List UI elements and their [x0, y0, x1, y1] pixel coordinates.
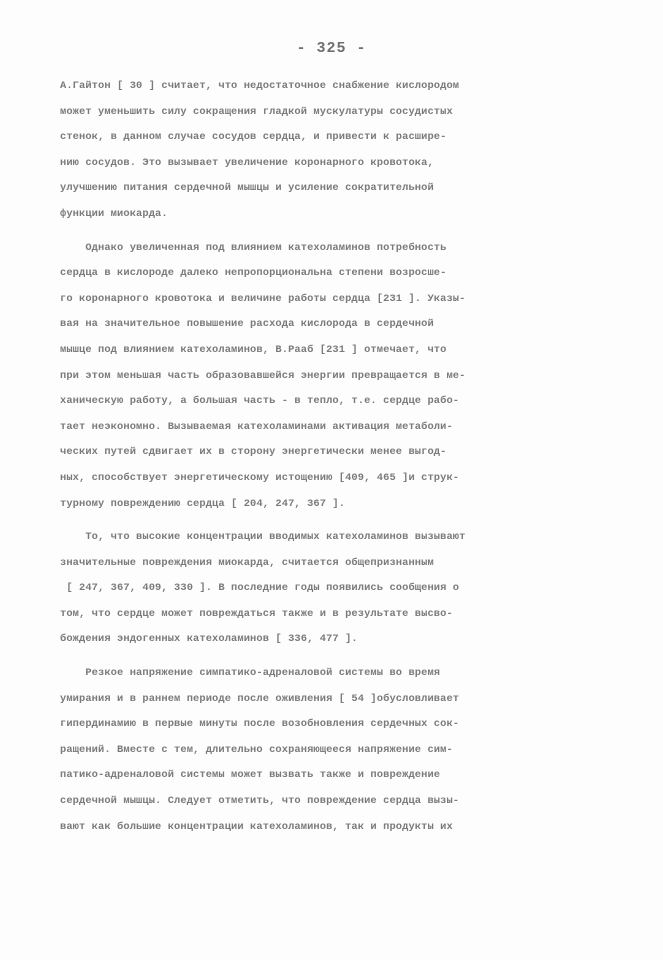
paragraph: [60, 661, 620, 840]
text-line: патико-адреналовой системы может вызвать также и повреждение: [60, 769, 441, 782]
text-line: вают как большие концентрации катехоламинов, так и продукты их: [60, 820, 453, 833]
text-line: том, что сердце может повреждаться также и в результате высво-: [60, 607, 453, 620]
text-line: умирания и в раннем периоде после оживления [ 54 ]обусловливает: [60, 692, 460, 705]
text-line: нию сосудов. Это вызывает увеличение коронарного кровотока,: [60, 156, 434, 169]
text-line: ческих путей сдвигает их в сторону энергетически менее выгод-: [60, 446, 447, 459]
text-line: А.Гайтон [ 30 ] считает, что недостаточное снабжение кислородом: [60, 80, 460, 92]
text-line: гипердинамию в первые минуты после возобновления сердечных сок-: [60, 718, 460, 731]
text-line: То, что высокие концентрации вводимых катехоламинов вызывают: [60, 531, 466, 544]
text-line: улучшению питания сердечной мышцы и усиление сократительной: [60, 182, 434, 195]
text-line: го коронарного кровотока и величине работы сердца [231 ]. Указы-: [60, 292, 466, 305]
text-line: сердца в кислороде далеко непропорциональна степени возросше-: [60, 267, 447, 280]
paragraph: [60, 525, 620, 653]
paragraph: [60, 74, 620, 228]
text-line: может уменьшить силу сокращения гладкой мускулатуры сосудистых: [60, 105, 453, 118]
text-line: вая на значительное повышение расхода кислорода в сердечной: [60, 318, 434, 331]
text-line: бождения эндогенных катехоламинов [ 336, 477 ].: [60, 633, 358, 646]
paragraph-gap: [60, 228, 620, 236]
body-text: [60, 74, 620, 840]
text-line: турному повреждению сердца [ 204, 247, 367 ].: [60, 497, 346, 510]
page-number: - 325 -: [296, 40, 367, 57]
text-line: функции миокарда.: [60, 207, 168, 220]
text-line: ращений. Вместе с тем, длительно сохраняющееся напряжение сим-: [60, 743, 453, 756]
text-line: тает неэкономно. Вызываемая катехоламинами активация метаболи-: [60, 420, 453, 433]
text-line: при этом меньшая часть образовавшейся энергии превращается в ме-: [60, 369, 466, 382]
text-line: Однако увеличенная под влиянием катехоламинов потребность: [60, 241, 447, 254]
text-line: сердечной мышцы. Следует отметить, что повреждение сердца вызы-: [60, 795, 460, 808]
text-line: ных, способствует энергетическому истощению [409, 465 ]и струк-: [60, 471, 460, 484]
text-line: ханическую работу, а большая часть - в тепло, т.е. сердце рабо-: [60, 395, 460, 408]
paragraph: [60, 236, 620, 518]
paragraph-gap: [60, 517, 620, 525]
paragraph-gap: [60, 653, 620, 661]
text-line: значительные повреждения миокарда, считается общепризнанным: [60, 556, 434, 569]
text-line: стенок, в данном случае сосудов сердца, и привести к расшире-: [60, 131, 447, 144]
text-line: Резкое напряжение симпатико-адреналовой системы во время: [60, 667, 441, 680]
text-line: мышце под влиянием катехоламинов, В.Рааб [231 ] отмечает, что: [60, 343, 447, 356]
text-line: [ 247, 367, 409, 330 ]. В последние годы появились сообщения о: [60, 582, 460, 595]
